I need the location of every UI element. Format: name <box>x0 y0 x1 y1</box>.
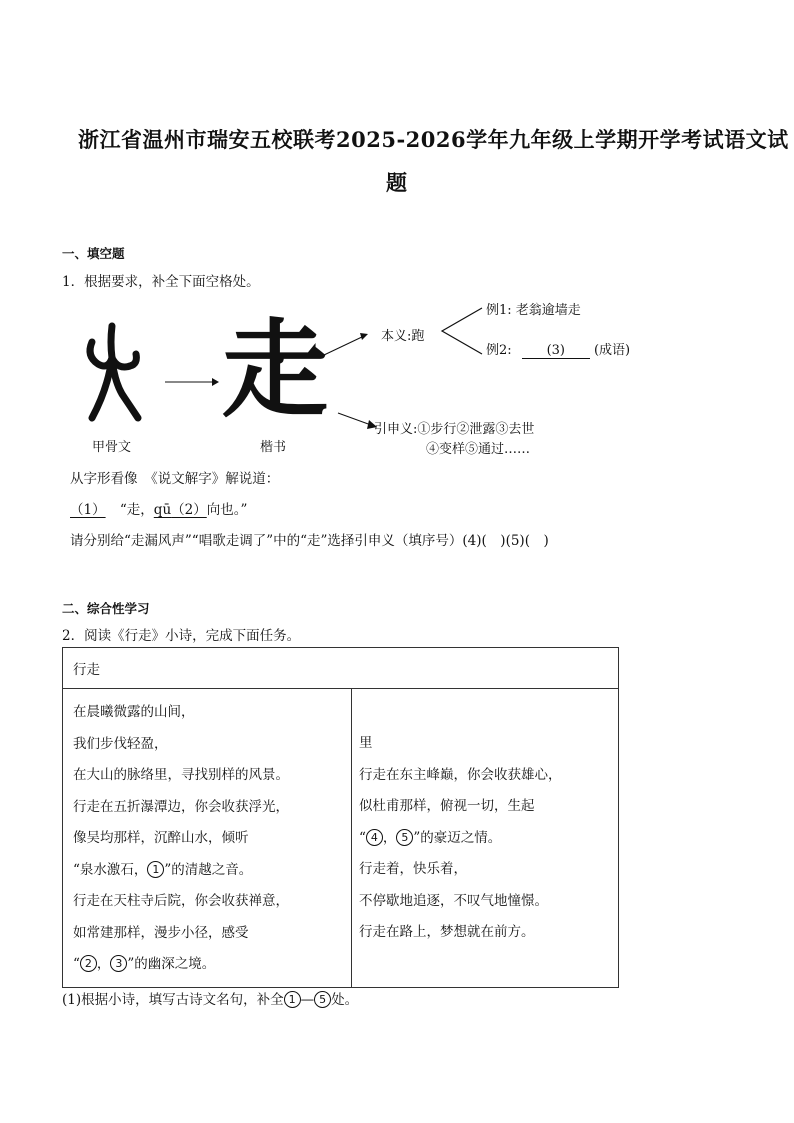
branch-bracket-icon <box>440 306 484 356</box>
poem-line: 行走着，快乐着， <box>359 861 467 877</box>
poem-line: 在晨曦微露的山间， <box>73 704 195 720</box>
blank-num-4[interactable] <box>366 830 383 846</box>
question-1-prompt: 1．根据要求，补全下面空格处。 <box>62 274 260 290</box>
task-text: (1)根据小诗，填写古诗文名句，补全 <box>62 992 284 1008</box>
circled-number: 2 <box>80 955 97 972</box>
arrow-right-icon <box>164 376 220 388</box>
poem-text: ”的清越之音。 <box>164 861 253 878</box>
poem-line <box>73 855 341 887</box>
regular-script-label: 楷书 <box>260 440 287 455</box>
example-2-prefix: 例2: <box>486 343 512 358</box>
blank-num-2[interactable] <box>80 956 97 972</box>
circled-number: 1 <box>284 991 301 1008</box>
poem-line: 行走在天柱寺后院，你会收获禅意， <box>73 893 289 909</box>
poem-left-column <box>63 689 352 988</box>
choose-meaning-line: 请分别给“走漏风声”“唱歌走调了”中的“走”选择引申义（填序号）(4)( )(5)( ) <box>70 533 549 549</box>
poem-line: 在大山的脉络里，寻找别样的风景。 <box>73 767 289 783</box>
arrow-down-right-icon <box>336 410 378 432</box>
blank-2[interactable]: （2） <box>171 502 207 518</box>
blank-1[interactable]: （1） <box>70 502 106 518</box>
poem-line <box>359 823 610 855</box>
poem-line <box>73 949 341 981</box>
poem-text: “ <box>73 956 80 972</box>
shuowen-line: 从字形看像 《说文解字》解说道： <box>70 471 280 487</box>
question-2-prompt: 2．阅读《行走》小诗，完成下面任务。 <box>62 628 301 644</box>
page-title-line-1: 浙江省温州市瑞安五校联考2025-2026学年九年级上学期开学考试语文试 <box>78 127 789 152</box>
task-1-prompt <box>62 988 358 1008</box>
poem-line: 行走在五折瀑潭边，你会收获浮光， <box>73 798 289 815</box>
circled-number: 4 <box>366 829 383 846</box>
poem-line: 不停歇地追逐，不叹气地憧憬。 <box>359 892 548 909</box>
extended-meanings-line-1: 引申义:①步行②泄露③去世 <box>374 422 535 437</box>
section-heading-comprehensive: 二、综合性学习 <box>62 601 150 616</box>
circled-number: 1 <box>147 861 164 878</box>
poem-text: ， <box>96 956 111 972</box>
poem-line: 像吴均那样，沉醉山水，倾听 <box>73 830 249 846</box>
circled-number: 5 <box>314 991 331 1008</box>
oracle-bone-label: 甲骨文 <box>92 440 132 455</box>
task-text: — <box>300 992 315 1008</box>
poem-title: 行走 <box>63 648 619 689</box>
poem-text: ”的豪迈之情。 <box>413 829 502 846</box>
poem-right-column <box>352 689 619 988</box>
arrow-up-right-icon <box>322 330 370 358</box>
blank-num-5[interactable] <box>396 830 413 846</box>
extended-meanings-line-2: ④变样⑤通过…… <box>426 442 531 457</box>
regular-script-character: 走 <box>222 309 328 432</box>
circled-number: 5 <box>396 829 413 846</box>
blank-num-3[interactable] <box>110 956 127 972</box>
example-2-blank[interactable]: (3) <box>522 343 590 359</box>
poem-line: 如常建那样，漫步小径，感受 <box>73 924 249 941</box>
example-2 <box>486 339 630 359</box>
task-text: 处。 <box>331 992 359 1008</box>
example-2-suffix: (成语) <box>593 343 631 358</box>
quote-part-b: 向也。” <box>206 502 248 518</box>
shuowen-quote <box>70 498 247 518</box>
poem-line: 似杜甫那样，俯视一切，生起 <box>359 798 535 814</box>
pinyin-qu: qū <box>153 502 172 518</box>
oracle-bone-glyph-icon <box>78 318 148 428</box>
blank-num-1[interactable] <box>147 862 164 878</box>
poem-text: “ <box>359 829 366 846</box>
quote-part-a: “走， <box>119 502 154 518</box>
circled-number: 3 <box>110 955 127 972</box>
original-meaning: 本义:跑 <box>381 329 425 344</box>
example-1: 例1: 老翁逾墙走 <box>486 303 581 318</box>
poem-text: “泉水激石， <box>73 861 148 878</box>
poem-line: 行走在路上，梦想就在前方。 <box>359 924 535 940</box>
poem-table <box>62 647 619 988</box>
poem-text: ”的幽深之境。 <box>127 956 216 972</box>
page-title-line-2: 题 <box>386 170 408 195</box>
poem-text: ， <box>382 829 397 846</box>
poem-line: 我们步伐轻盈， <box>73 735 168 752</box>
section-heading-fill-in: 一、填空题 <box>62 246 125 261</box>
poem-line: 里 <box>359 735 373 751</box>
poem-line: 行走在东主峰巅，你会收获雄心， <box>359 766 562 783</box>
